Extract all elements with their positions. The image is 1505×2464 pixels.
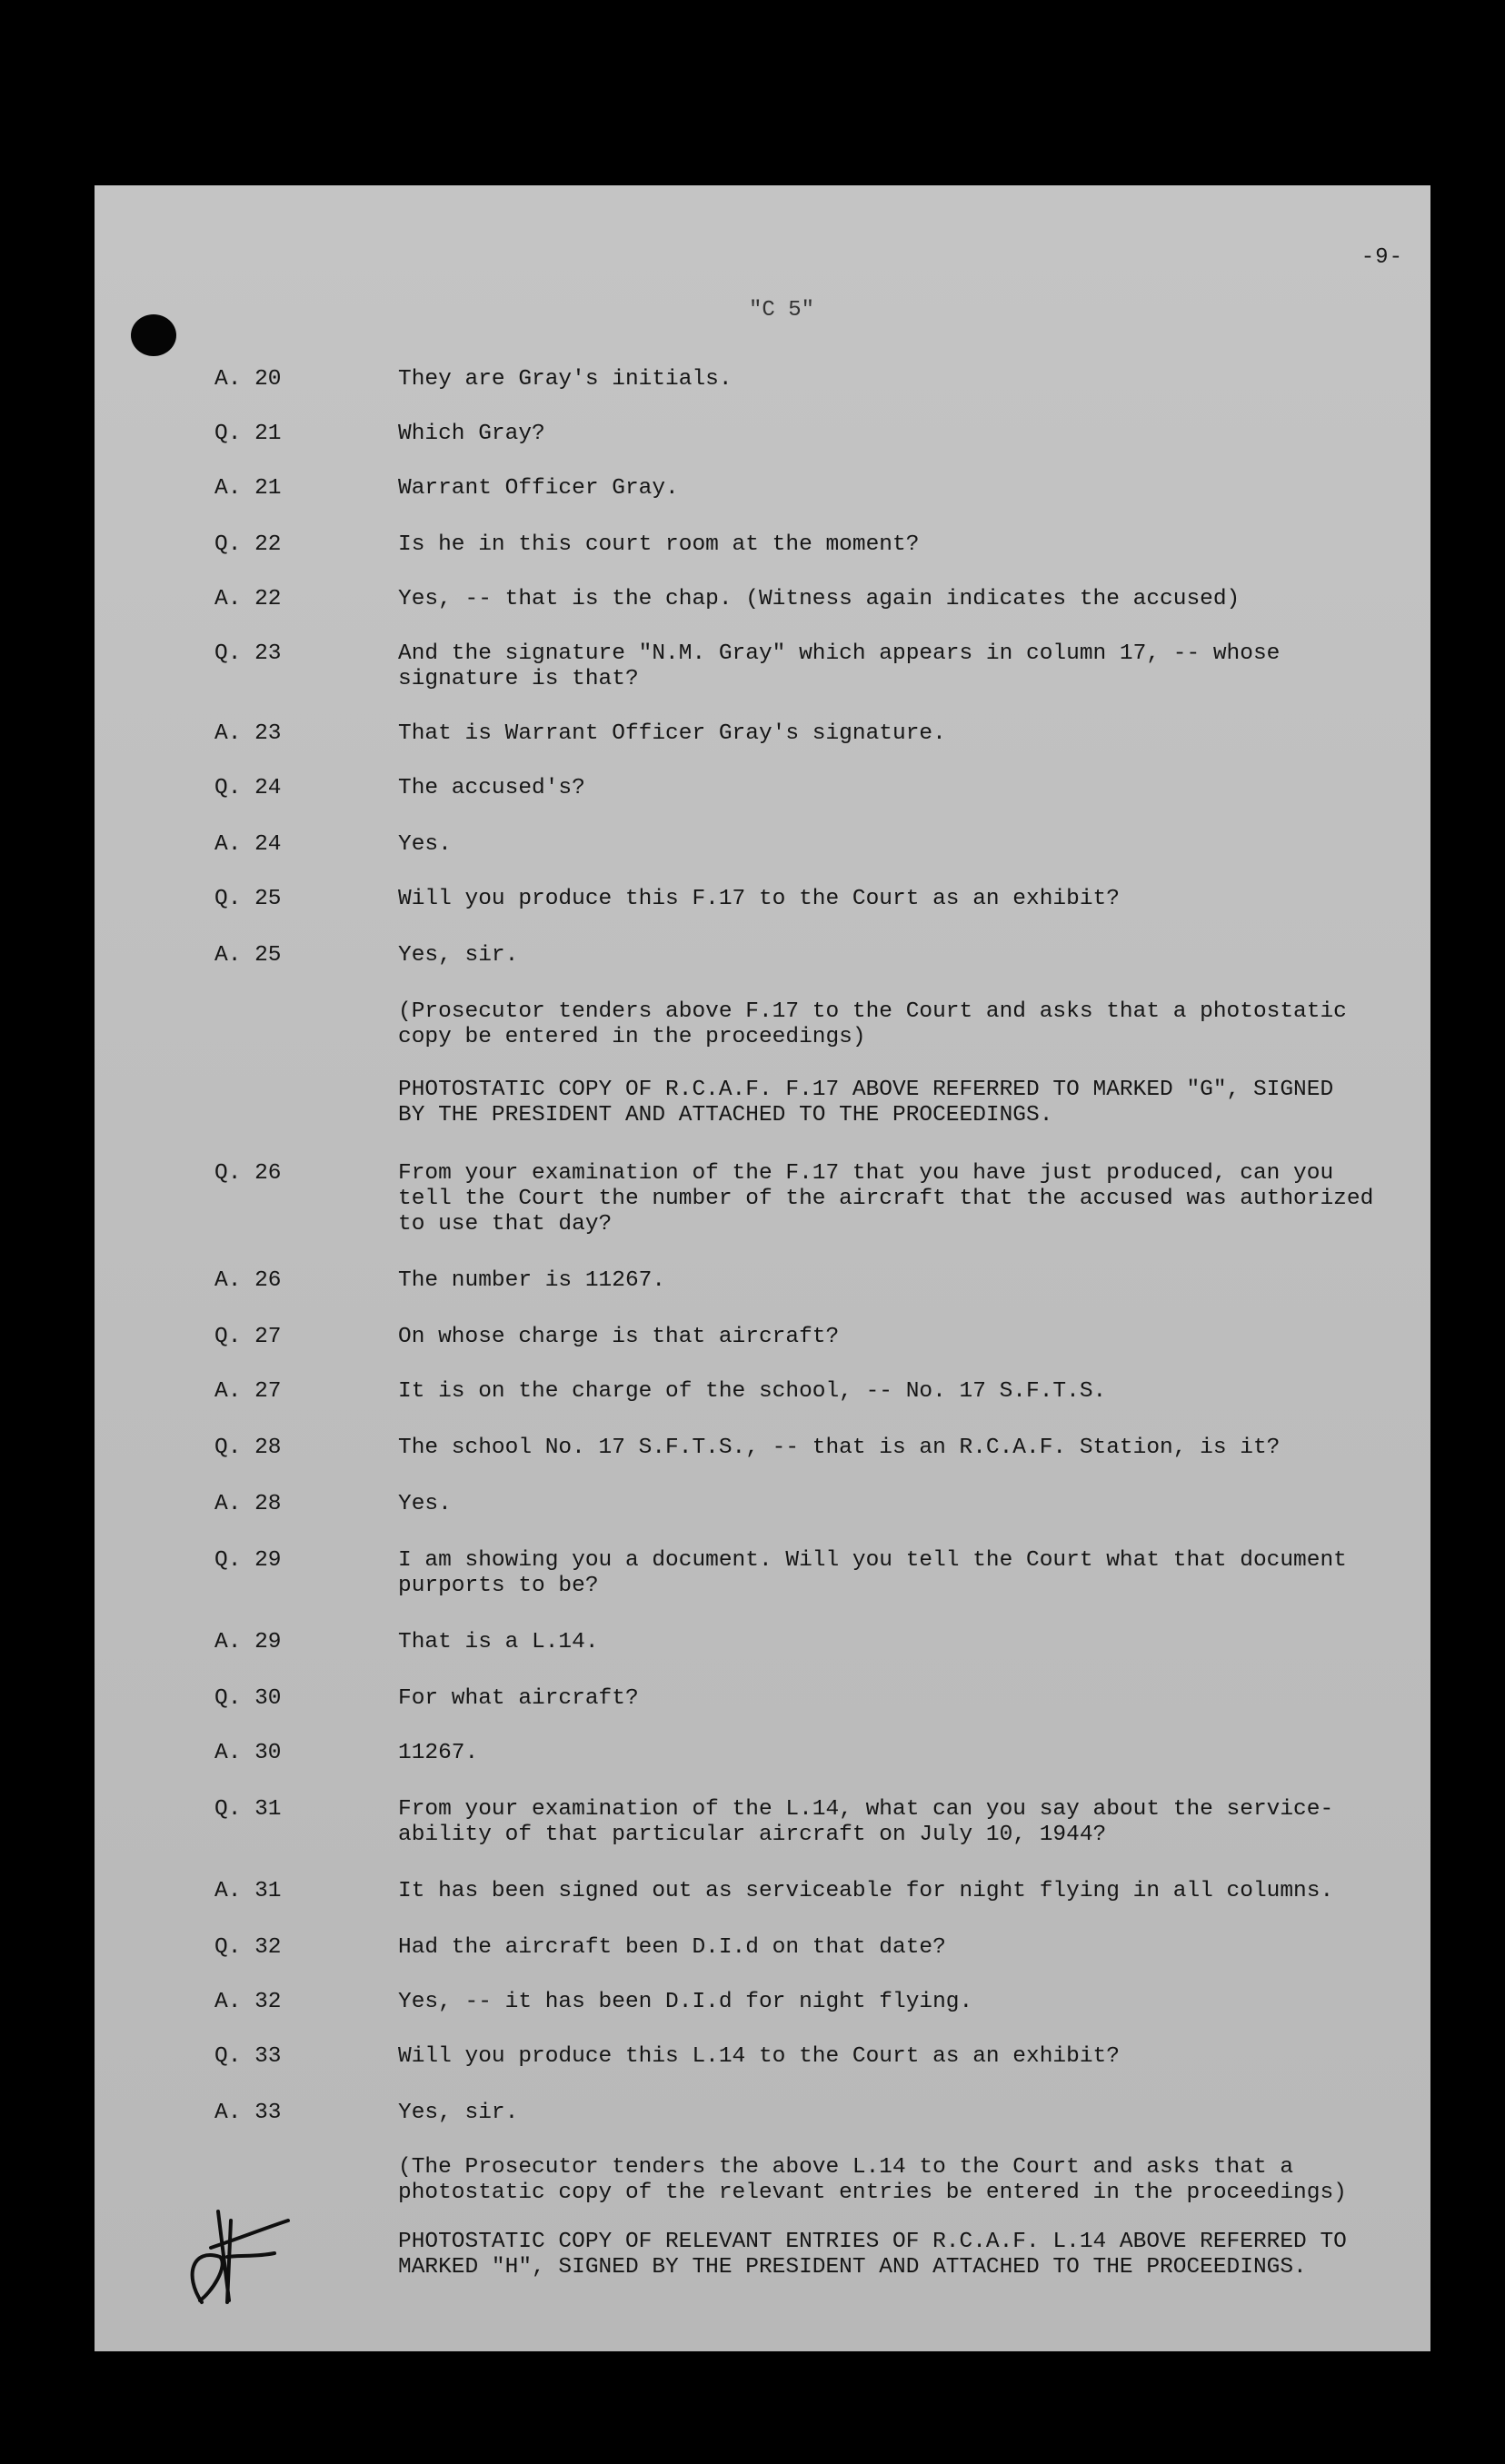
entry-label: Q. 24 (214, 776, 282, 800)
entry-label: A. 22 (214, 587, 282, 611)
entry-label: Q. 23 (214, 641, 282, 666)
entry-text: For what aircraft? (398, 1686, 639, 1711)
entry-label: Q. 27 (214, 1325, 282, 1349)
entry-text: That is a L.14. (398, 1630, 599, 1654)
entry-text: Yes, -- that is the chap. (Witness again indicates the accused) (398, 587, 1241, 611)
entry-label: A. 26 (214, 1268, 282, 1293)
entry-text: Yes. (398, 1492, 452, 1516)
entry-label: A. 32 (214, 1990, 282, 2014)
entry-label: A. 24 (214, 832, 282, 857)
entry-text: Yes. (398, 832, 452, 857)
entry-text: Will you produce this L.14 to the Court as an exhibit? (398, 2044, 1120, 2069)
entry-label: Q. 32 (214, 1935, 282, 1960)
entry-text: That is Warrant Officer Gray's signature. (398, 721, 946, 746)
entry-text: They are Gray's initials. (398, 367, 733, 392)
entry-label: A. 25 (214, 943, 282, 968)
page-number: -9- (1360, 245, 1403, 270)
document-code: "C 5" (749, 298, 815, 323)
entry-text: PHOTOSTATIC COPY OF RELEVANT ENTRIES OF R.C.A.F. L.14 ABOVE REFERRED TO MARKED "H", SIGNED BY THE PRESIDENT AND ATTACHED TO THE PROCEEDINGS. (398, 2230, 1347, 2280)
entry-text: Yes, sir. (398, 943, 519, 968)
entry-text: Will you produce this F.17 to the Court as an exhibit? (398, 887, 1120, 911)
entry-text: And the signature "N.M. Gray" which appears in column 17, -- whose signature is that? (398, 641, 1281, 691)
entry-text: It has been signed out as serviceable for night flying in all columns. (398, 1879, 1334, 1903)
entry-label: A. 29 (214, 1630, 282, 1654)
entry-text: From your examination of the L.14, what can you say about the service- ability of that particular aircraft on July 10, 1944? (398, 1797, 1334, 1847)
entry-text: (The Prosecutor tenders the above L.14 to the Court and asks that a photostatic copy of the relevant entries be entered in the proceedings) (398, 2155, 1347, 2205)
entry-label: A. 21 (214, 476, 282, 501)
entry-text: Which Gray? (398, 422, 545, 446)
entry-label: A. 31 (214, 1879, 282, 1903)
entry-text: The number is 11267. (398, 1268, 666, 1293)
entry-text: Is he in this court room at the moment? (398, 532, 920, 557)
entry-label: Q. 26 (214, 1161, 282, 1186)
entry-text: Yes, -- it has been D.I.d for night flying. (398, 1990, 973, 2014)
entry-text: (Prosecutor tenders above F.17 to the Court and asks that a photostatic copy be entered in the proceedings) (398, 999, 1347, 1049)
entry-label: Q. 22 (214, 532, 282, 557)
entry-label: A. 30 (214, 1741, 282, 1765)
entry-label: Q. 29 (214, 1548, 282, 1573)
entry-text: On whose charge is that aircraft? (398, 1325, 840, 1349)
entry-label: A. 33 (214, 2101, 282, 2125)
entry-text: 11267. (398, 1741, 479, 1765)
punch-hole (131, 314, 176, 356)
entry-label: Q. 33 (214, 2044, 282, 2069)
entry-text: Had the aircraft been D.I.d on that date? (398, 1935, 946, 1960)
entry-text: The school No. 17 S.F.T.S., -- that is an R.C.A.F. Station, is it? (398, 1436, 1281, 1460)
entry-text: I am showing you a document. Will you tell the Court what that document purports to be? (398, 1548, 1347, 1598)
entry-text: Warrant Officer Gray. (398, 476, 679, 501)
entry-text: From your examination of the F.17 that you have just produced, can you tell the Court the number of the aircraft that the accused was authorized to use that day? (398, 1161, 1374, 1237)
entry-label: Q. 28 (214, 1436, 282, 1460)
entry-label: A. 28 (214, 1492, 282, 1516)
entry-label: A. 23 (214, 721, 282, 746)
entry-label: A. 27 (214, 1379, 282, 1404)
entry-text: Yes, sir. (398, 2101, 519, 2125)
entry-text: It is on the charge of the school, -- No. 17 S.F.T.S. (398, 1379, 1107, 1404)
entry-label: Q. 31 (214, 1797, 282, 1822)
entry-text: The accused's? (398, 776, 585, 800)
entry-label: Q. 21 (214, 422, 282, 446)
entry-label: Q. 30 (214, 1686, 282, 1711)
handwritten-signature (174, 2193, 293, 2311)
entry-label: Q. 25 (214, 887, 282, 911)
entry-label: A. 20 (214, 367, 282, 392)
document-page (95, 185, 1430, 2351)
entry-text: PHOTOSTATIC COPY OF R.C.A.F. F.17 ABOVE REFERRED TO MARKED "G", SIGNED BY THE PRESIDENT AND ATTACHED TO THE PROCEEDINGS. (398, 1078, 1334, 1128)
